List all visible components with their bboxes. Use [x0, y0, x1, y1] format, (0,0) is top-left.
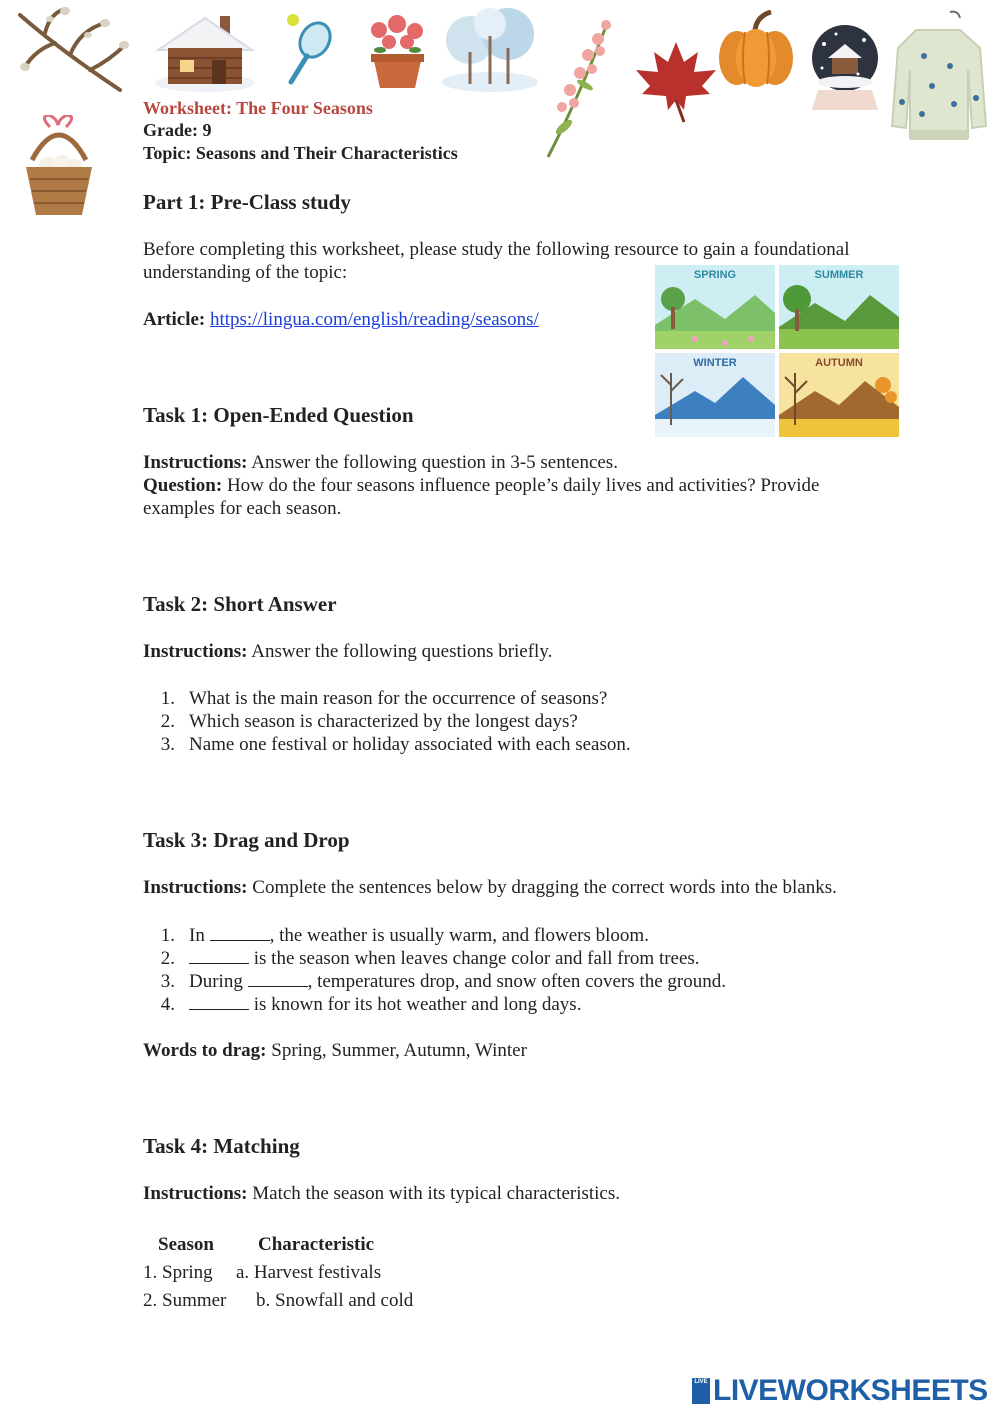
sentence-end: is known for its hot weather and long days. — [249, 994, 582, 1015]
article-line — [143, 308, 539, 331]
item-number: 3. — [160, 734, 175, 755]
words-to-drag — [143, 1039, 527, 1062]
logo-text: LIVEWORKSHEETS — [713, 1374, 988, 1407]
instructions-text: Complete the sentences below by dragging the correct words into the blanks. — [252, 877, 837, 898]
list-item — [147, 992, 581, 1016]
instructions-text: Match the season with its typical characteristics. — [252, 1183, 621, 1204]
item-text: What is the main reason for the occurrence of seasons? — [189, 688, 608, 709]
matching-characteristic: a. Harvest festivals — [236, 1262, 382, 1283]
instructions-label: Instructions: — [143, 452, 248, 473]
sentence-start: In — [189, 925, 210, 946]
liveworksheets-logo — [692, 1374, 988, 1408]
item-number: 2. — [160, 711, 175, 732]
spring-label: SPRING — [693, 269, 737, 281]
winter-trees-illustration — [440, 2, 540, 94]
task4-instructions — [143, 1182, 620, 1205]
task1-question-line1 — [143, 474, 819, 497]
list-item — [147, 969, 726, 993]
matching-season: 1. Spring — [143, 1262, 213, 1283]
basket-illustration — [20, 115, 98, 220]
flower-pot-illustration — [365, 12, 430, 90]
grade-label: Grade: 9 — [143, 120, 212, 140]
summer-label: SUMMER — [814, 269, 864, 281]
matching-characteristic: b. Snowfall and cold — [256, 1290, 414, 1311]
article-label: Article: — [143, 309, 206, 330]
task4-heading: Task 4: Matching — [143, 1134, 300, 1158]
drop-blank[interactable] — [210, 923, 270, 941]
list-item — [147, 923, 649, 947]
twig-illustration — [10, 5, 130, 100]
winter-label: WINTER — [693, 357, 737, 369]
words-list: Spring, Summer, Autumn, Winter — [271, 1040, 527, 1061]
task1-instructions — [143, 451, 618, 474]
sentence-end: , the weather is usually warm, and flowers bloom. — [269, 925, 649, 946]
item-number: 1. — [160, 688, 175, 709]
question-text: How do the four seasons influence people’s daily lives and activities? Provide — [226, 475, 820, 496]
matching-season: 2. Summer — [143, 1290, 227, 1311]
list-item — [147, 946, 700, 970]
blossom-branch-illustration — [540, 15, 615, 160]
item-number: 4. — [160, 994, 175, 1015]
instructions-label: Instructions: — [143, 641, 248, 662]
worksheet-title: Worksheet: The Four Seasons — [143, 98, 373, 118]
sentence-end: is the season when leaves change color and fall from trees. — [249, 948, 700, 969]
list-item — [147, 733, 631, 756]
drop-blank[interactable] — [248, 969, 308, 987]
part1-heading: Part 1: Pre-Class study — [143, 190, 351, 214]
four-seasons-image — [655, 265, 899, 437]
drop-blank[interactable] — [189, 992, 249, 1010]
matching-column-header-characteristic: Characteristic — [258, 1234, 375, 1255]
autumn-label: AUTUMN — [815, 357, 863, 369]
sentence-start: During — [189, 971, 248, 992]
item-text: Which season is characterized by the longest days? — [189, 711, 578, 732]
question-label: Question: — [143, 475, 223, 496]
task1-heading: Task 1: Open-Ended Question — [143, 403, 414, 427]
list-item — [147, 710, 578, 733]
task1-question-line2: examples for each season. — [143, 498, 342, 519]
part1-intro-line2: understanding of the topic: — [143, 262, 348, 283]
snow-globe-illustration — [808, 22, 883, 112]
maple-leaf-illustration — [632, 38, 720, 123]
cabin-illustration — [150, 8, 260, 93]
instructions-label: Instructions: — [143, 877, 248, 898]
task3-heading: Task 3: Drag and Drop — [143, 828, 350, 852]
instructions-label: Instructions: — [143, 1183, 248, 1204]
tennis-racket-illustration — [285, 12, 335, 87]
item-number: 2. — [160, 948, 175, 969]
article-link[interactable]: https://lingua.com/english/reading/seasons/ — [209, 309, 539, 330]
words-label: Words to drag: — [143, 1040, 267, 1061]
instructions-text: Answer the following questions briefly. — [251, 641, 553, 662]
task2-heading: Task 2: Short Answer — [143, 592, 337, 616]
task2-instructions — [143, 640, 552, 663]
pumpkin-illustration — [715, 10, 797, 90]
instructions-text: Answer the following question in 3-5 sentences. — [251, 452, 618, 473]
drop-blank[interactable] — [189, 946, 249, 964]
item-number: 1. — [160, 925, 175, 946]
item-text: Name one festival or holiday associated with each season. — [189, 734, 631, 755]
topic-label: Topic: Seasons and Their Characteristics — [143, 143, 458, 163]
part1-intro-line1: Before completing this worksheet, please study the following resource to gain a foundational — [143, 239, 850, 260]
logo-badge: LIVE — [692, 1378, 710, 1404]
task3-instructions — [143, 876, 837, 899]
sentence-end: , temperatures drop, and snow often covers the ground. — [307, 971, 726, 992]
matching-column-header-season: Season — [158, 1234, 214, 1255]
item-number: 3. — [160, 971, 175, 992]
list-item — [147, 687, 607, 710]
sweater-illustration — [888, 8, 988, 148]
